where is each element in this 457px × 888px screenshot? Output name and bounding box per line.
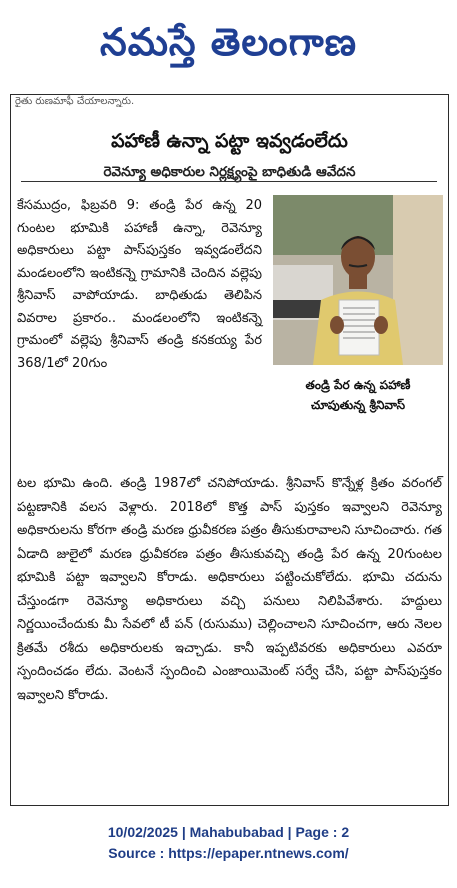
page-footer (0, 822, 457, 864)
newspaper-masthead (0, 0, 457, 92)
photo-caption-line-1: తండ్రి పేర ఉన్న పహాణీ (305, 378, 411, 392)
article-subheadline: రెవెన్యూ అధికారుల నిర్లక్ష్యంపై బాధితుడి ఆవేదన (103, 164, 356, 181)
article-body-bottom: టల భూమి ఉంది. తండ్రి 1987లో చనిపోయాడు. శ్రీనివాస్ కొన్నేళ్ల క్రితం వరంగల్ పట్టణానికి వలస వెళ్లారు. 2018లో కొత్త పాస్ పుస్తకం ఇవ్వాలని రెవెన్యూ అధికారులను కోరగా తండ్రి మరణ ధ్రువీకరణ పత్రం తీసుకురావాలని సూచించారు. గత ఏడాది జులైలో మరణ ధ్రువీకరణ పత్రం తీసుకువచ్చి తండ్రి పేర ఉన్న 20గుంటల భూమికి పట్టా ఇవ్వాలని కోరాడు. అధికారులు పట్టించుకోలేదు. భూమి చదును చేస్తుండగా రెవెన్యూ అధికారులు వచ్చి పనులు నిలిపివేశారు. హద్దులు నిర్ణయించేందుకు మీ సేవలో టీ పన్ (రుసుము) చెల్లించాలని సూచించగా, ఆరు నెలల క్రితమే రశీదు అధికారులకు ఇచ్చాడు. కానీ ఇప్పటివరకు అధికారులు ఎవరూ స్పందించడం లేదు. వెంటనే స్పందించి ఎంజాయిమెంట్ సర్వే చేసి, పట్టా పాస్‌పుస్తకం ఇవ్వాలని కోరాడు. (17, 476, 442, 703)
man-holding-document-photo-icon (273, 195, 443, 365)
photo-caption (273, 375, 443, 415)
footer-source: Source : https://epaper.ntnews.com/ (108, 845, 349, 861)
previous-article-fragment: రైతు రుణమాఫీ చేయాలన్నారు. (15, 96, 135, 107)
masthead-title: నమస్తే తెలంగాణ (100, 18, 357, 64)
news-clipping (10, 94, 449, 806)
footer-date-edition: 10/02/2025 | Mahabubabad | Page : 2 (107, 824, 350, 840)
article-body-top: కేసముద్రం, ఫిబ్రవరి 9: తండ్రి పేర ఉన్న 20 గుంటల భూమికి పహాణీ ఉన్నా, రెవెన్యూ అధికారులు పట్టా పాస్‌పుస్తకం ఇవ్వడంలేదని మండలంలోని ఇంటికన్నె గ్రామానికి చెందిన వల్లెపు శ్రీనివాస్ వాపోయాడు. బాధితుడు తెలిపిన వివరాల ప్రకారం.. మండలంలోని ఇంటికన్నె గ్రామంలో వల్లెపు శ్రీనివాస్ తండ్రి కనకయ్య పేర 368/1లో 20గుం (17, 198, 262, 371)
article-headline: పహాణీ ఉన్నా పట్టా ఇవ్వడంలేదు (111, 129, 348, 152)
headline-divider (21, 181, 437, 182)
article-photo (273, 195, 443, 365)
photo-caption-line-2: చూపుతున్న శ్రీనివాస్ (310, 398, 406, 412)
